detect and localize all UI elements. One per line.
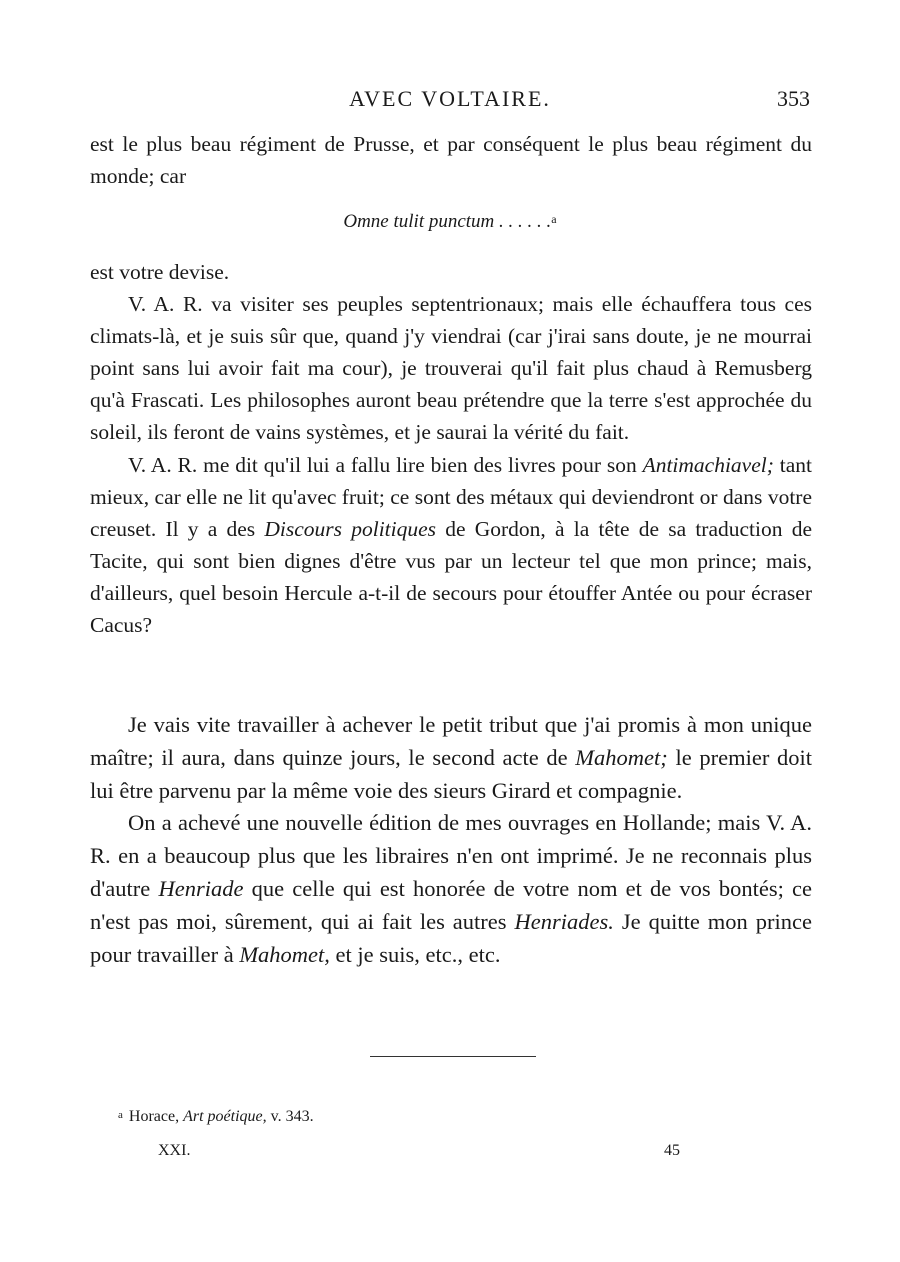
footnote	[118, 1108, 314, 1126]
p4-title-henriades: Henriades.	[514, 908, 614, 934]
paragraph-1: V. A. R. va visiter ses peuples septentrionaux; mais elle échauffera tous ces climats-là, et je suis sûr que, quand j'y viendrai (car j'irai sans doute, je ne mourrai point sans lui avoir fait ma cour), je trouverai qu'il fait plus chaud à Remusberg qu'à Frascati. Les philosophes auront beau prétendre que la terre s'est approchée du soleil, ils feront de vains systèmes, et je saurai la vérité du fait.	[90, 292, 812, 445]
quote-text: Omne tulit punctum . . . . . .	[343, 211, 552, 232]
letter-body-continued	[90, 709, 812, 971]
p4-text-a: On a achevé une nouvelle édition de mes ouvrages en Hollande; mais V. A. R. en a beaucoup plus que les libraires n'en ont imprimé. Je ne reconnais plus d'autre	[90, 810, 812, 901]
continuation-text	[90, 128, 812, 192]
p2-text-e: de Gordon, à la tête de sa traduction de Tacite, qui sont bien dignes d'être vus par un lecteur tel que mon prince; mais, d'ailleurs, quel besoin Hercule a-t-il de secours pour étouffer Antée ou pour écraser Cacus?	[90, 516, 812, 638]
sheet-number: 45	[664, 1142, 680, 1159]
p3-text-a: Je vais vite travailler à achever le petit tribut que j'ai promis à mon unique maître; il aura, dans quinze jours, le second acte de	[90, 712, 812, 770]
running-title: AVEC VOLTAIRE.	[349, 86, 551, 111]
quote-note-marker: a	[551, 212, 557, 226]
p4-title-mahomet: Mahomet,	[239, 941, 330, 967]
p2-title-antimachiavel: Antimachiavel;	[642, 452, 774, 477]
p2-title-discours: Discours politiques	[264, 516, 437, 541]
paragraph-2	[90, 449, 812, 642]
footnote-text-a: Horace,	[128, 1108, 184, 1125]
volume-signature: XXI.	[158, 1142, 191, 1159]
p2-text-a: V. A. R. me dit qu'il lui a fallu lire bien des livres pour son	[128, 452, 643, 477]
letter-body	[90, 256, 812, 641]
continuation-paragraph: est le plus beau régiment de Prusse, et par conséquent le plus beau régiment du monde; car	[90, 132, 812, 189]
after-quote-line: est votre devise.	[90, 260, 230, 284]
p4-text-e: Je quitte mon prince pour travailler à	[90, 908, 812, 967]
footnote-work-title: Art poétique,	[183, 1108, 267, 1125]
p4-text-g: et je suis, etc., etc.	[329, 941, 501, 967]
footnote-text-c: v. 343.	[266, 1108, 314, 1125]
p4-title-henriade: Henriade	[158, 875, 244, 901]
section-divider	[370, 1056, 536, 1057]
page-number: 353	[777, 86, 810, 111]
paragraph-3	[90, 709, 812, 807]
p4-text-c: que celle qui est honorée de votre nom et de vos bontés; ce n'est pas moi, sûrement, qui ai fait les autres	[90, 875, 812, 934]
latin-quote	[0, 211, 900, 233]
p3-text-c: le premier doit lui être parvenu par la même voie des sieurs Girard et compagnie.	[90, 744, 812, 803]
p3-title-mahomet: Mahomet;	[575, 744, 668, 770]
p2-text-c: tant mieux, car elle ne lit qu'avec fruit; ce sont des métaux qui deviendront or dans votre creuset. Il y a des	[90, 452, 812, 541]
footnote-marker: a	[118, 1109, 123, 1121]
paragraph-4	[90, 807, 812, 971]
